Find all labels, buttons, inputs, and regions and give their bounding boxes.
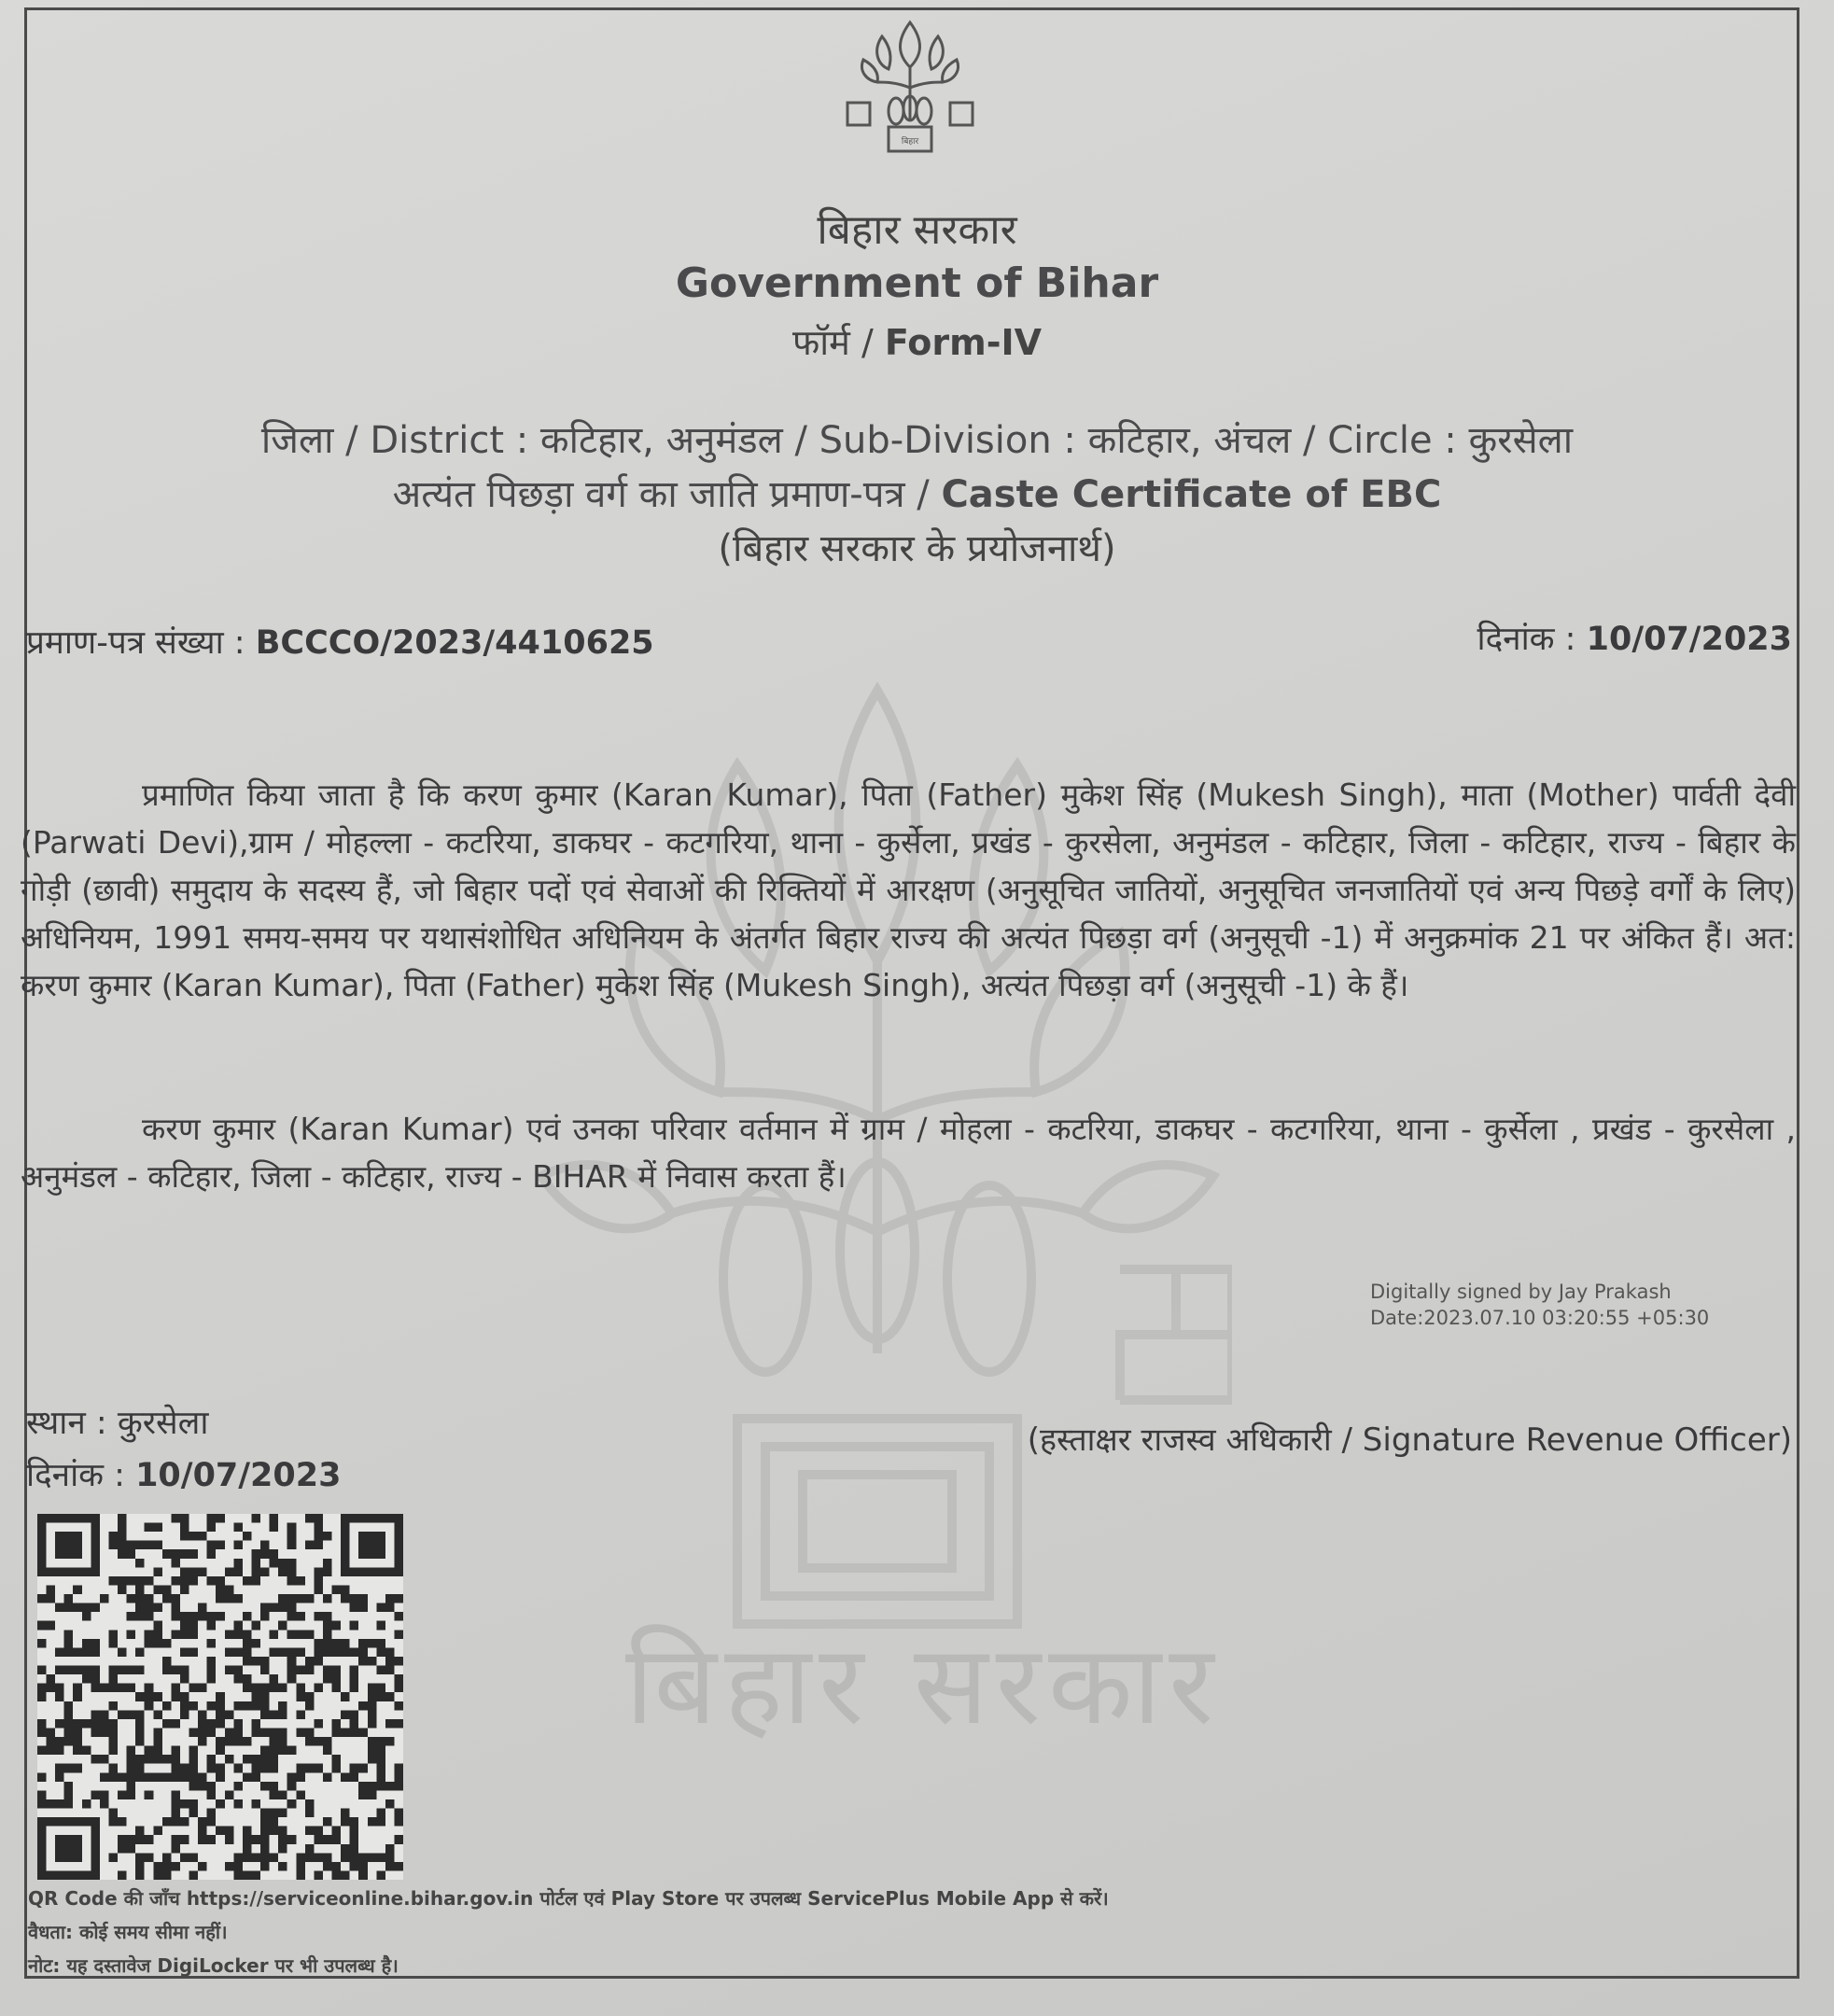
place-value: कुरसेला xyxy=(117,1405,209,1442)
form-number xyxy=(0,317,1834,366)
digital-signature-date: Date:2023.07.10 03:20:55 +05:30 xyxy=(1370,1307,1710,1329)
place-date-label: दिनांक : xyxy=(26,1457,136,1494)
header-title-english: Government of Bihar xyxy=(675,259,1159,307)
circle-value: कुरसेला xyxy=(1468,419,1574,462)
footer-validity-note: वैधता: कोई समय सीमा नहीं। xyxy=(28,1921,228,1943)
header-title-hindi: बिहार सरकार xyxy=(817,206,1017,254)
signature-revenue-officer: (हस्ताक्षर राजस्व अधिकारी / Signature Revenue Officer) xyxy=(1027,1421,1792,1459)
subdivision-label: अनुमंडल / Sub-Division : xyxy=(665,419,1088,462)
district-value: कटिहार, xyxy=(539,419,666,462)
place-date-value: 10/07/2023 xyxy=(135,1457,342,1494)
issue-date-value: 10/07/2023 xyxy=(1586,621,1792,658)
circle-label: अंचल / Circle : xyxy=(1213,419,1469,462)
form-hindi: फॉर्म xyxy=(791,322,850,363)
issue-date xyxy=(1477,616,1792,660)
certificate-body-paragraph-2: करण कुमार (Karan Kumar) एवं उनका परिवार वर्तमान में ग्राम / मोहला - कटरिया, डाकघर - कटगरिया, थाना - कुर्सेला , प्रखंड - कुरसेला , अनुमंडल - कटिहार, जिला - कटिहार, राज्य - BIHAR में निवास करता हैं। xyxy=(21,1111,1796,1195)
certificate-purpose: (बिहार सरकार के प्रयोजनार्थ) xyxy=(718,527,1116,570)
certificate-number-label: प्रमाण-पत्र संख्या : xyxy=(26,624,256,662)
certificate-title-hindi: अत्यंत पिछड़ा वर्ग का जाति प्रमाण-पत्र / xyxy=(392,473,942,516)
form-separator: / xyxy=(849,322,885,363)
watermark-text: बिहार सरकार xyxy=(625,1620,1222,1749)
form-english: Form-IV xyxy=(884,322,1043,363)
certificate-title xyxy=(0,467,1834,518)
location-line xyxy=(0,413,1834,464)
place-label: स्थान : xyxy=(26,1405,118,1442)
footer-digilocker-note: नोट: यह दस्तावेज DigiLocker पर भी उपलब्ध है। xyxy=(28,1954,399,1977)
certificate-body-paragraph-1: प्रमाणित किया जाता है कि करण कुमार (Karan Kumar), पिता (Father) मुकेश सिंह (Mukesh Singh), माता (Mother) पार्वती देवी (Parwati Devi),ग्राम / मोहल्ला - कटरिया, डाकघर - कटगरिया, थाना - कुर्सेला, प्रखंड - कुरसेला, अनुमंडल - कटिहार, जिला - कटिहार, राज्य - बिहार के गोड़ी (छावी) समुदाय के सदस्य हैं, जो बिहार पदों एवं सेवाओं की रिक्तियों में आरक्षण (अनुसूचित जातियों, अनुसूचित जनजातियों एवं अन्य पिछड़े वर्गों के लिए) अधिनियम, 1991 समय-समय पर यथासंशोधित अधिनियम के अंतर्गत बिहार राज्य की अत्यंत पिछड़ा वर्ग (अनुसूची -1) में अनुक्रमांक 21 पर अंकित हैं। अत: करण कुमार (Karan Kumar), पिता (Father) मुकेश सिंह (Mukesh Singh), अत्यंत पिछड़ा वर्ग (अनुसूची -1) के हैं। xyxy=(21,777,1796,1003)
place xyxy=(26,1400,208,1444)
bodhi-tree-emblem-icon xyxy=(831,13,989,162)
qr-code[interactable] xyxy=(37,1514,403,1880)
place-date xyxy=(26,1452,341,1496)
emblem-label: बिहार xyxy=(901,137,919,147)
certificate-number xyxy=(26,620,654,664)
digital-signature xyxy=(1370,1279,1709,1331)
digital-signature-signer: Digitally signed by Jay Prakash xyxy=(1370,1281,1672,1303)
subdivision-value: कटिहार, xyxy=(1087,419,1214,462)
certificate-title-english: Caste Certificate of EBC xyxy=(941,473,1442,516)
footer-qr-verification-note: QR Code की जाँच https://serviceonline.bihar.gov.in पोर्टल एवं Play Store पर उपलब्ध ServicePlus Mobile App से करें। xyxy=(28,1887,1109,1910)
district-label: जिला / District : xyxy=(260,419,540,462)
certificate-number-value: BCCCO/2023/4410625 xyxy=(255,624,654,662)
issue-date-label: दिनांक : xyxy=(1477,621,1587,658)
